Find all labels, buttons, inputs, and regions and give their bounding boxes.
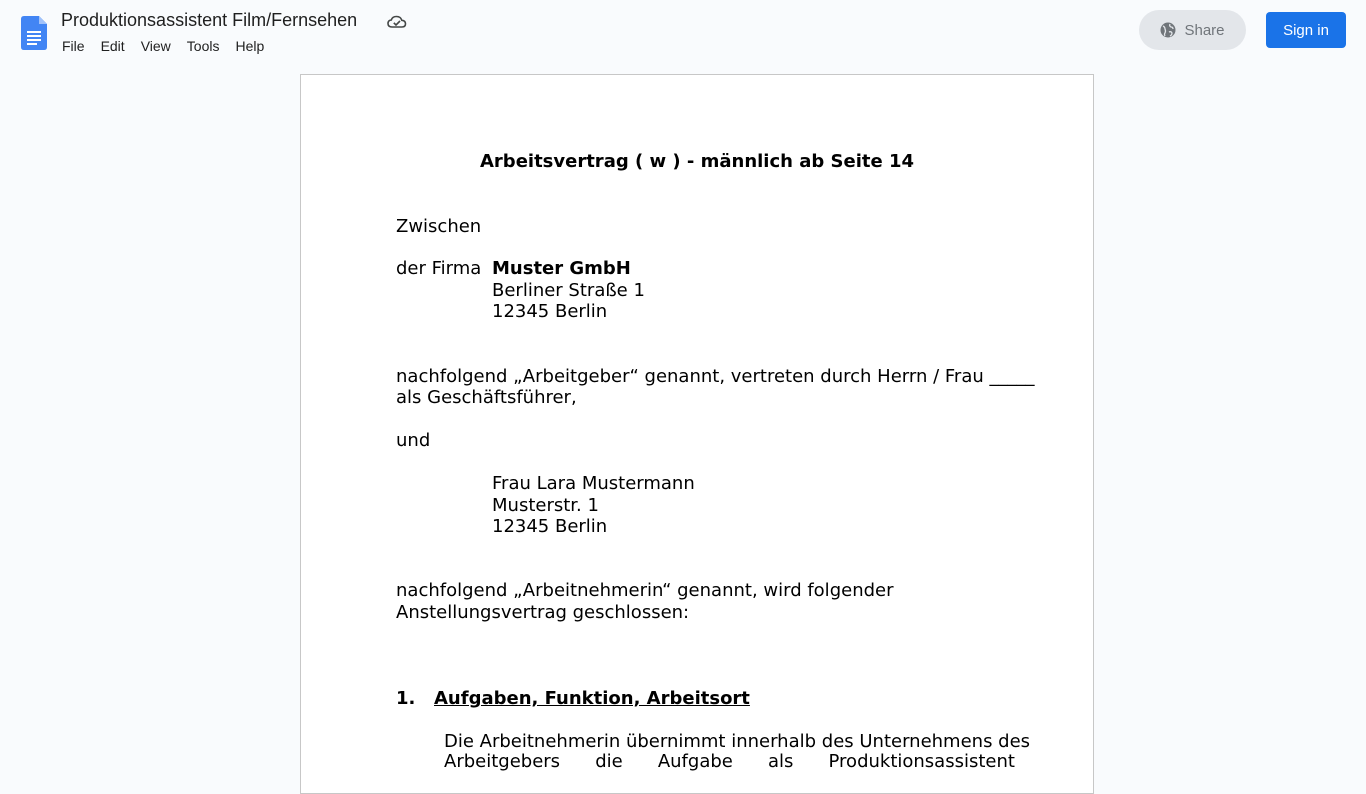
- firm-name: Muster GmbH: [492, 258, 631, 279]
- menu-edit[interactable]: Edit: [100, 38, 125, 54]
- menu-help[interactable]: Help: [235, 38, 265, 54]
- firm-label: der Firma: [396, 258, 482, 279]
- employer-line-2: als Geschäftsführer,: [396, 387, 577, 408]
- body-word: Arbeitgebers: [444, 751, 561, 772]
- menu-tools[interactable]: Tools: [186, 38, 220, 54]
- employee-line-2: Anstellungsvertrag geschlossen:: [396, 602, 690, 623]
- employer-line-1: nachfolgend „Arbeitgeber“ genannt, vertreten durch Herrn / Frau _____: [396, 366, 1035, 387]
- section-title: Aufgaben, Funktion, Arbeitsort: [434, 688, 750, 709]
- firm-street: Berliner Straße 1: [492, 280, 645, 301]
- firm-city: 12345 Berlin: [492, 301, 608, 322]
- employee-name: Frau Lara Mustermann: [492, 473, 695, 494]
- body-line-1: Die Arbeitnehmerin übernimmt innerhalb des Unternehmens des: [444, 731, 1031, 752]
- docs-logo-icon[interactable]: [21, 16, 47, 50]
- share-button[interactable]: [1139, 10, 1246, 50]
- section-number: 1.: [396, 688, 416, 709]
- body-line-2: [444, 751, 1015, 772]
- menu-file[interactable]: File: [62, 38, 85, 54]
- body-word: Produktionsassistent: [828, 751, 1015, 772]
- body-word: als: [767, 751, 794, 772]
- document-page[interactable]: [300, 74, 1094, 794]
- document-heading: Arbeitsvertrag ( w ) - männlich ab Seite 14: [480, 151, 914, 172]
- employee-line-1: nachfolgend „Arbeitnehmerin“ genannt, wird folgender: [396, 580, 894, 601]
- app-header: [0, 0, 1366, 64]
- menu-view[interactable]: View: [140, 38, 171, 54]
- sign-in-button[interactable]: Sign in: [1266, 12, 1346, 48]
- menu-bar: [54, 37, 272, 55]
- between-text: Zwischen: [396, 216, 482, 237]
- document-title[interactable]: Produktionsassistent Film/Fernsehen: [61, 10, 358, 30]
- body-word: die: [595, 751, 623, 772]
- employee-street: Musterstr. 1: [492, 495, 599, 516]
- employee-city: 12345 Berlin: [492, 516, 608, 537]
- share-label: Share: [1184, 21, 1225, 39]
- globe-icon: [1160, 22, 1176, 38]
- body-word: Aufgabe: [657, 751, 733, 772]
- and-text: und: [396, 430, 431, 451]
- cloud-saved-icon[interactable]: [386, 12, 408, 32]
